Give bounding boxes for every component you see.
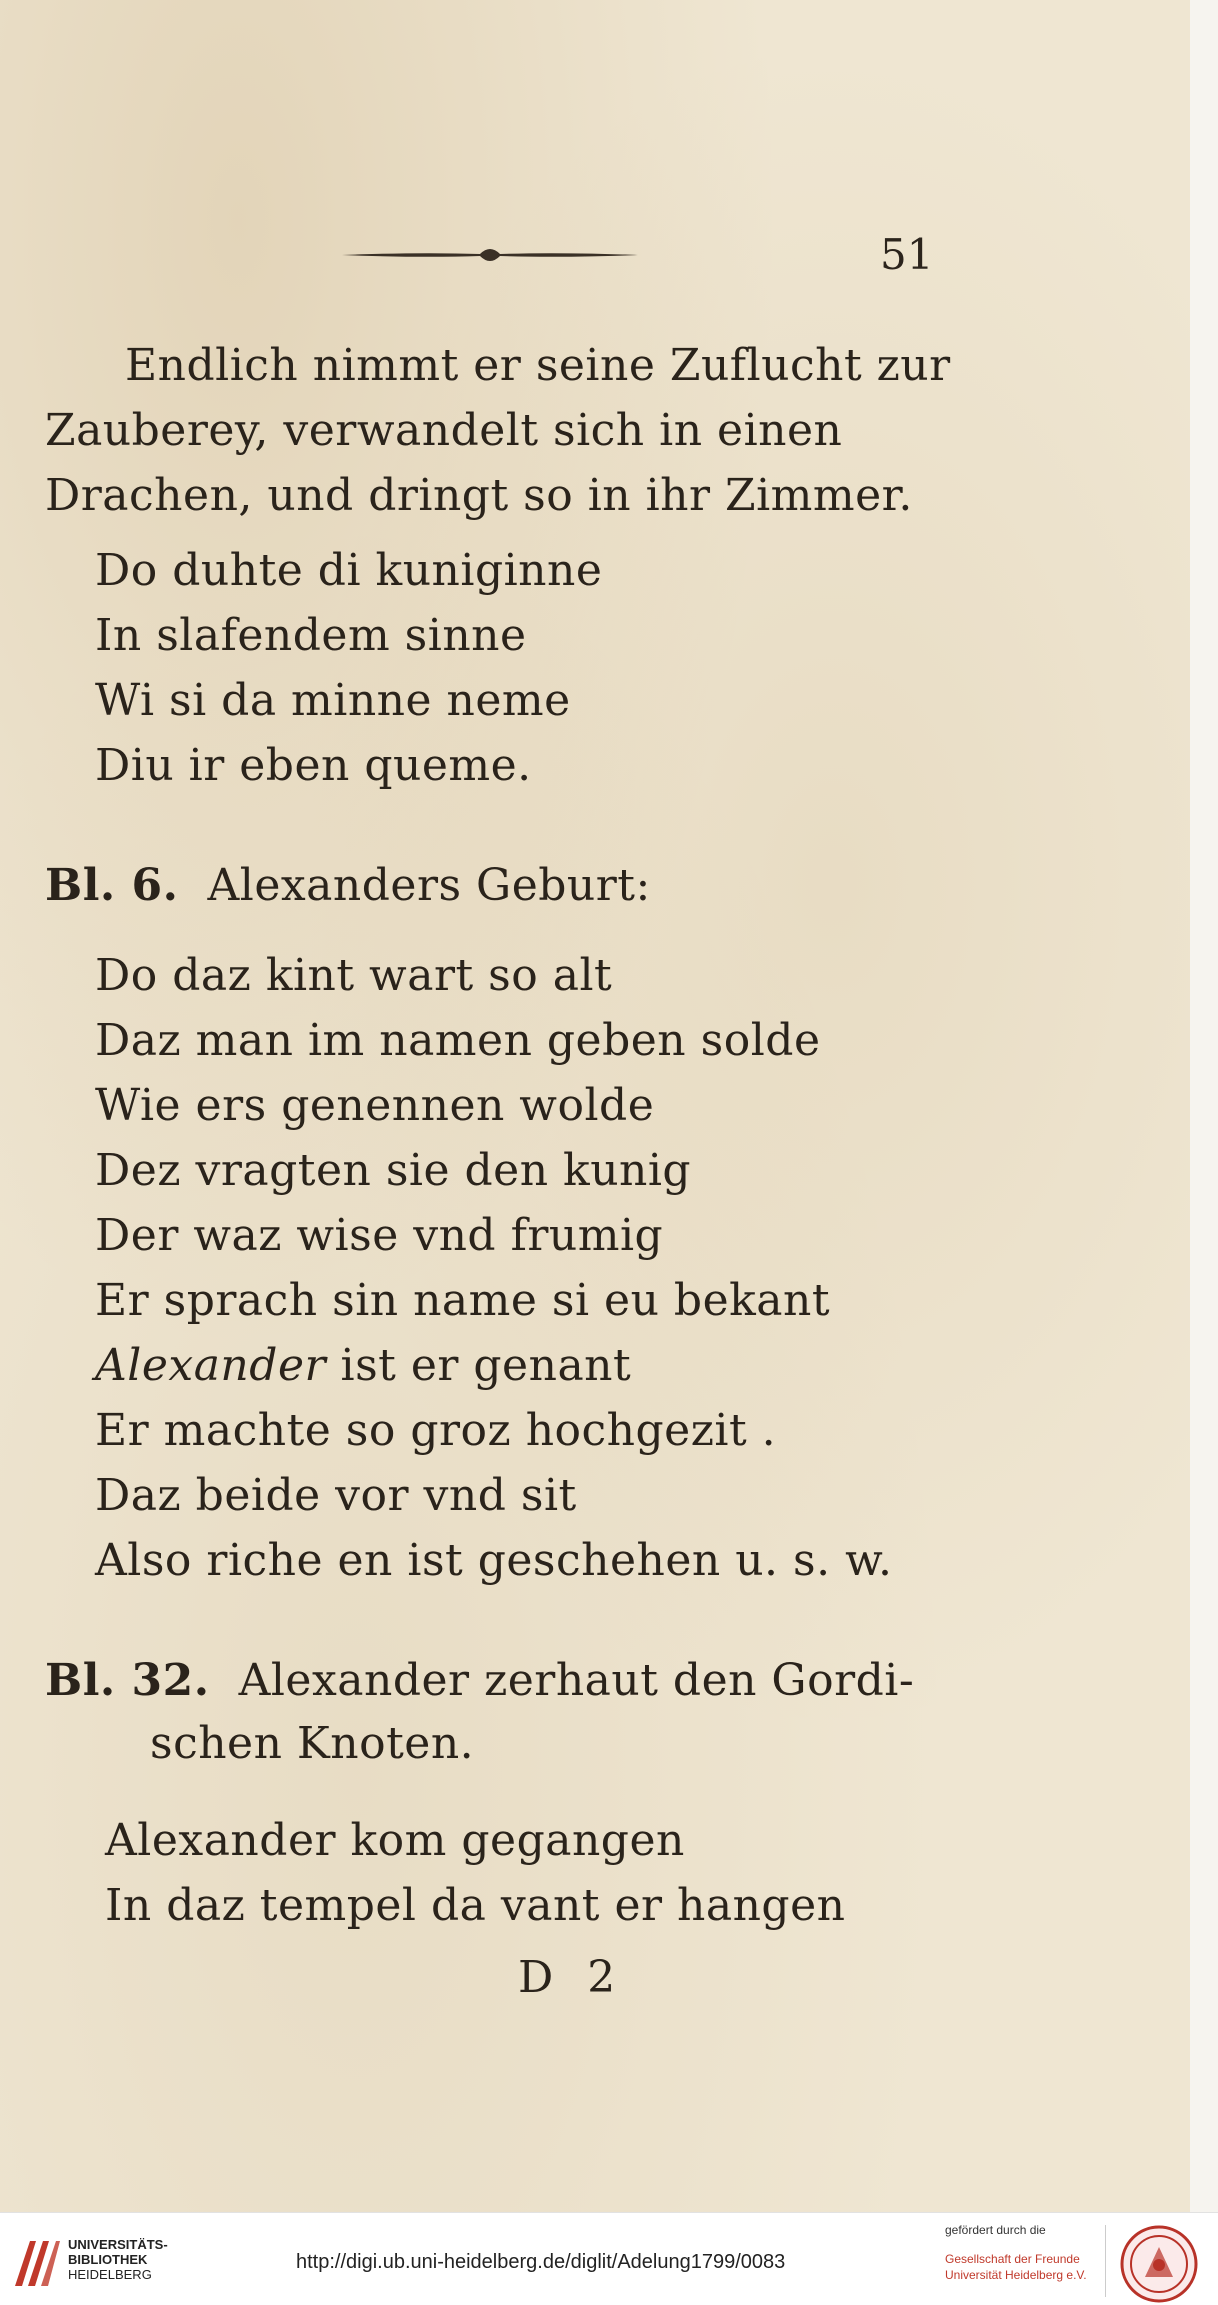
verse-line: Daz man im namen geben solde — [95, 1015, 821, 1066]
verse-line: Do daz kint wart so alt — [95, 950, 613, 1001]
verse-line: Er sprach sin name si eu bekant — [95, 1275, 831, 1326]
section-heading-1: Bl. 6. Alexanders Geburt: — [45, 860, 651, 911]
footer-divider — [1105, 2225, 1106, 2297]
verse-line: In daz tempel da vant er hangen — [105, 1880, 846, 1931]
page-number: 51 — [880, 230, 934, 279]
library-logo-icon — [10, 2231, 60, 2291]
library-name: UNIVERSITÄTS- BIBLIOTHEK HEIDELBERG — [68, 2237, 168, 2282]
prose-line-1: Endlich nimmt er seine Zuflucht zur — [125, 340, 951, 391]
verse-line: Wie ers genennen wolde — [95, 1080, 655, 1131]
verse-line: Daz beide vor vnd sit — [95, 1470, 577, 1521]
verse-line: Do duhte di kuniginne — [95, 545, 603, 596]
sponsor-info: gefördert durch die Gesellschaft der Freunde Universität Heidelberg e.V. — [945, 2223, 1087, 2282]
verse-line: Dez vragten sie den kunig — [95, 1145, 692, 1196]
footer-bar — [0, 2212, 1218, 2305]
permalink[interactable]: http://digi.ub.uni-heidelberg.de/diglit/Adelung1799/0083 — [296, 2251, 786, 2273]
prose-line-3: Drachen, und dringt so in ihr Zimmer. — [45, 470, 913, 521]
section-heading-2: Bl. 32. Alexander zerhaut den Gordi- — [45, 1655, 915, 1706]
verse-line: Wi si da minne neme — [95, 675, 571, 726]
verse-line: In slafendem sinne — [95, 610, 527, 661]
verse-line: Diu ir eben queme. — [95, 740, 532, 791]
verse-line: Der waz wise vnd frumig — [95, 1210, 664, 1261]
page-edge — [1190, 0, 1218, 2212]
verse-line: Er machte so groz hochgezit . — [95, 1405, 777, 1456]
prose-line-2: Zauberey, verwandelt sich in einen — [45, 405, 843, 456]
ornament-icon — [340, 240, 640, 270]
signature-mark: D 2 — [518, 1952, 626, 2003]
verse-line: Also riche en ist geschehen u. s. w. — [95, 1535, 893, 1586]
verse-line: Alexander kom gegangen — [105, 1815, 685, 1866]
university-seal-icon — [1120, 2225, 1198, 2303]
verse-line: Alexander ist er genant — [95, 1340, 632, 1391]
section-heading-2-continued: schen Knoten. — [150, 1718, 475, 1769]
